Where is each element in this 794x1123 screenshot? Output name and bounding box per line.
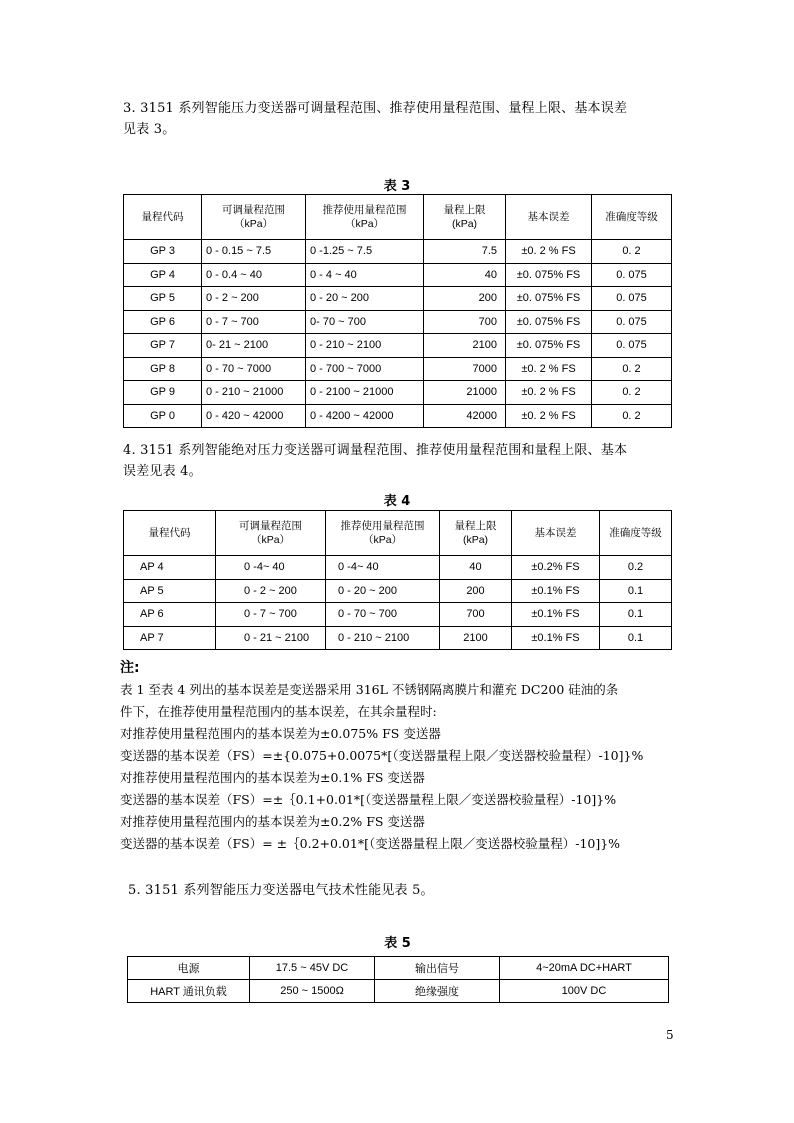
cell-accuracy-class: 0. 075 [592,263,672,287]
header-recommended-range: 推荐使用量程范围 （kPa） [326,511,440,556]
cell-recommended-range: 0 - 210 ~ 2100 [306,334,424,358]
table-row [124,579,672,603]
cell-accuracy-class: 0. 075 [592,334,672,358]
cell-basic-error: ±0. 2 % FS [506,404,592,428]
cell-basic-error: ±0. 075% FS [506,287,592,311]
cell-upper-limit: 21000 [424,381,506,405]
cell-code: AP 4 [124,556,216,580]
cell-adjustable-range: 0 - 2 ~ 200 [202,287,306,311]
cell-basic-error: ±0.1% FS [512,579,600,603]
header-range-code: 量程代码 [124,195,202,240]
table-4-header-row [124,511,672,556]
header-accuracy-class: 准确度等级 [600,511,672,556]
cell-accuracy-class: 0.1 [600,626,672,650]
cell-adjustable-range: 0 - 70 ~ 7000 [202,357,306,381]
cell-adjustable-range: 0 - 2 ~ 200 [216,579,326,603]
table-3-caption: 表 3 [383,179,411,194]
cell-basic-error: ±0. 2 % FS [506,381,592,405]
table-row [124,556,672,580]
cell-adjustable-range: 0 - 21 ~ 2100 [216,626,326,650]
table-row [124,381,672,405]
header-adjustable-range: 可调量程范围 （kPa） [216,511,326,556]
cell-insulation-value: 100V DC [500,980,669,1003]
cell-code: GP 3 [124,240,202,264]
section-3-line-2: 见表 3。 [123,122,176,137]
header-basic-error: 基本误差 [506,195,592,240]
cell-adjustable-range: 0 - 7 ~ 700 [216,603,326,627]
table-3 [123,194,672,428]
cell-basic-error: ±0. 075% FS [506,310,592,334]
cell-basic-error: ±0. 075% FS [506,263,592,287]
table-row [124,404,672,428]
section-4-paragraph [123,440,683,482]
cell-hart-load-value: 250 ~ 1500Ω [250,980,375,1003]
cell-upper-limit: 700 [424,310,506,334]
cell-upper-limit: 40 [424,263,506,287]
table-4 [123,510,672,650]
table-3-header-row [124,195,672,240]
cell-power-value: 17.5 ~ 45V DC [250,957,375,980]
note-label: 注: [120,660,140,676]
cell-basic-error: ±0.2% FS [512,556,600,580]
note-line: 变送器的基本误差（FS）=±{0.075+0.0075*[（变送器量程上限／变送器校验量程）-10]}% [120,748,644,763]
cell-recommended-range: 0 -1.25 ~ 7.5 [306,240,424,264]
cell-recommended-range: 0 - 700 ~ 7000 [306,357,424,381]
cell-accuracy-class: 0. 075 [592,287,672,311]
note-line: 件下，在推荐使用量程范围内的基本误差，在其余量程时: [120,704,437,719]
cell-code: GP 7 [124,334,202,358]
cell-code: GP 4 [124,263,202,287]
cell-upper-limit: 2100 [424,334,506,358]
cell-upper-limit: 2100 [440,626,512,650]
table-row [124,263,672,287]
note-line: 对推荐使用量程范围内的基本误差为±0.1% FS 变送器 [120,770,425,785]
cell-accuracy-class: 0. 2 [592,381,672,405]
section-4-line-2: 误差见表 4。 [123,464,202,479]
cell-upper-limit: 40 [440,556,512,580]
cell-recommended-range: 0 - 210 ~ 2100 [326,626,440,650]
cell-code: AP 6 [124,603,216,627]
section-5-paragraph: 5. 3151 系列智能压力变送器电气技术性能见表 5。 [128,883,434,898]
table-row [124,357,672,381]
cell-recommended-range: 0 - 2100 ~ 21000 [306,381,424,405]
cell-code: GP 0 [124,404,202,428]
cell-basic-error: ±0. 2 % FS [506,240,592,264]
cell-basic-error: ±0. 2 % FS [506,357,592,381]
cell-adjustable-range: 0 - 0.4 ~ 40 [202,263,306,287]
table-4-caption: 表 4 [383,494,411,509]
cell-upper-limit: 7.5 [424,240,506,264]
cell-accuracy-class: 0.1 [600,579,672,603]
cell-adjustable-range: 0 - 420 ~ 42000 [202,404,306,428]
note-line: 对推荐使用量程范围内的基本误差为±0.075% FS 变送器 [120,726,441,741]
header-range-code: 量程代码 [124,511,216,556]
cell-accuracy-class: 0. 2 [592,404,672,428]
note-line: 表 1 至表 4 列出的基本误差是变送器采用 316L 不锈钢隔离膜片和灌充 DC200 硅油的条 [120,682,619,697]
note-line: 对推荐使用量程范围内的基本误差为±0.2% FS 变送器 [120,814,425,829]
cell-basic-error: ±0. 075% FS [506,334,592,358]
cell-recommended-range: 0 - 70 ~ 700 [326,603,440,627]
cell-accuracy-class: 0.1 [600,603,672,627]
table-5-caption: 表 5 [384,936,411,951]
cell-output-label: 输出信号 [375,957,500,980]
section-3-paragraph [123,98,683,140]
header-adjustable-range: 可调量程范围 （kPa） [202,195,306,240]
table-row [124,310,672,334]
cell-recommended-range: 0 - 4 ~ 40 [306,263,424,287]
table-row [124,603,672,627]
table-row [124,334,672,358]
note-line: 变送器的基本误差（FS）= ±｛0.2+0.01*[（变送器量程上限／变送器校验量程）-10]}% [120,836,621,851]
section-4-line-1: 4. 3151 系列智能绝对压力变送器可调量程范围、推荐使用量程范围和量程上限、基本 [123,443,628,458]
header-recommended-range: 推荐使用量程范围 （kPa） [306,195,424,240]
cell-code: GP 6 [124,310,202,334]
table-5 [127,956,669,1003]
cell-adjustable-range: 0 - 7 ~ 700 [202,310,306,334]
cell-adjustable-range: 0 - 0.15 ~ 7.5 [202,240,306,264]
cell-code: AP 5 [124,579,216,603]
cell-recommended-range: 0 - 20 ~ 200 [326,579,440,603]
table-row [124,240,672,264]
cell-upper-limit: 42000 [424,404,506,428]
cell-code: GP 9 [124,381,202,405]
cell-accuracy-class: 0. 075 [592,310,672,334]
cell-upper-limit: 700 [440,603,512,627]
header-accuracy-class: 准确度等级 [592,195,672,240]
cell-insulation-label: 绝缘强度 [375,980,500,1003]
table-row [124,626,672,650]
cell-recommended-range: 0 - 20 ~ 200 [306,287,424,311]
cell-accuracy-class: 0. 2 [592,240,672,264]
cell-power-label: 电源 [128,957,250,980]
table-row [124,287,672,311]
cell-hart-load-label: HART 通讯负载 [128,980,250,1003]
cell-upper-limit: 200 [440,579,512,603]
cell-output-value: 4~20mA DC+HART [500,957,669,980]
cell-adjustable-range: 0- 21 ~ 2100 [202,334,306,358]
cell-adjustable-range: 0 - 210 ~ 21000 [202,381,306,405]
header-range-upper-limit: 量程上限 (kPa) [440,511,512,556]
cell-recommended-range: 0 -4~ 40 [326,556,440,580]
cell-code: GP 5 [124,287,202,311]
cell-code: AP 7 [124,626,216,650]
header-range-upper-limit: 量程上限 (kPa) [424,195,506,240]
cell-adjustable-range: 0 -4~ 40 [216,556,326,580]
header-basic-error: 基本误差 [512,511,600,556]
note-line: 变送器的基本误差（FS）=±｛0.1+0.01*[（变送器量程上限／变送器校验量程）-10]}% [120,792,617,807]
page-number: 5 [666,1028,674,1042]
cell-upper-limit: 200 [424,287,506,311]
cell-upper-limit: 7000 [424,357,506,381]
cell-accuracy-class: 0. 2 [592,357,672,381]
cell-basic-error: ±0.1% FS [512,603,600,627]
table-row [128,957,669,980]
cell-code: GP 8 [124,357,202,381]
cell-recommended-range: 0 - 4200 ~ 42000 [306,404,424,428]
cell-recommended-range: 0- 70 ~ 700 [306,310,424,334]
section-3-line-1: 3. 3151 系列智能压力变送器可调量程范围、推荐使用量程范围、量程上限、基本误差 [123,101,628,116]
cell-accuracy-class: 0.2 [600,556,672,580]
table-row [128,980,669,1003]
cell-basic-error: ±0.1% FS [512,626,600,650]
